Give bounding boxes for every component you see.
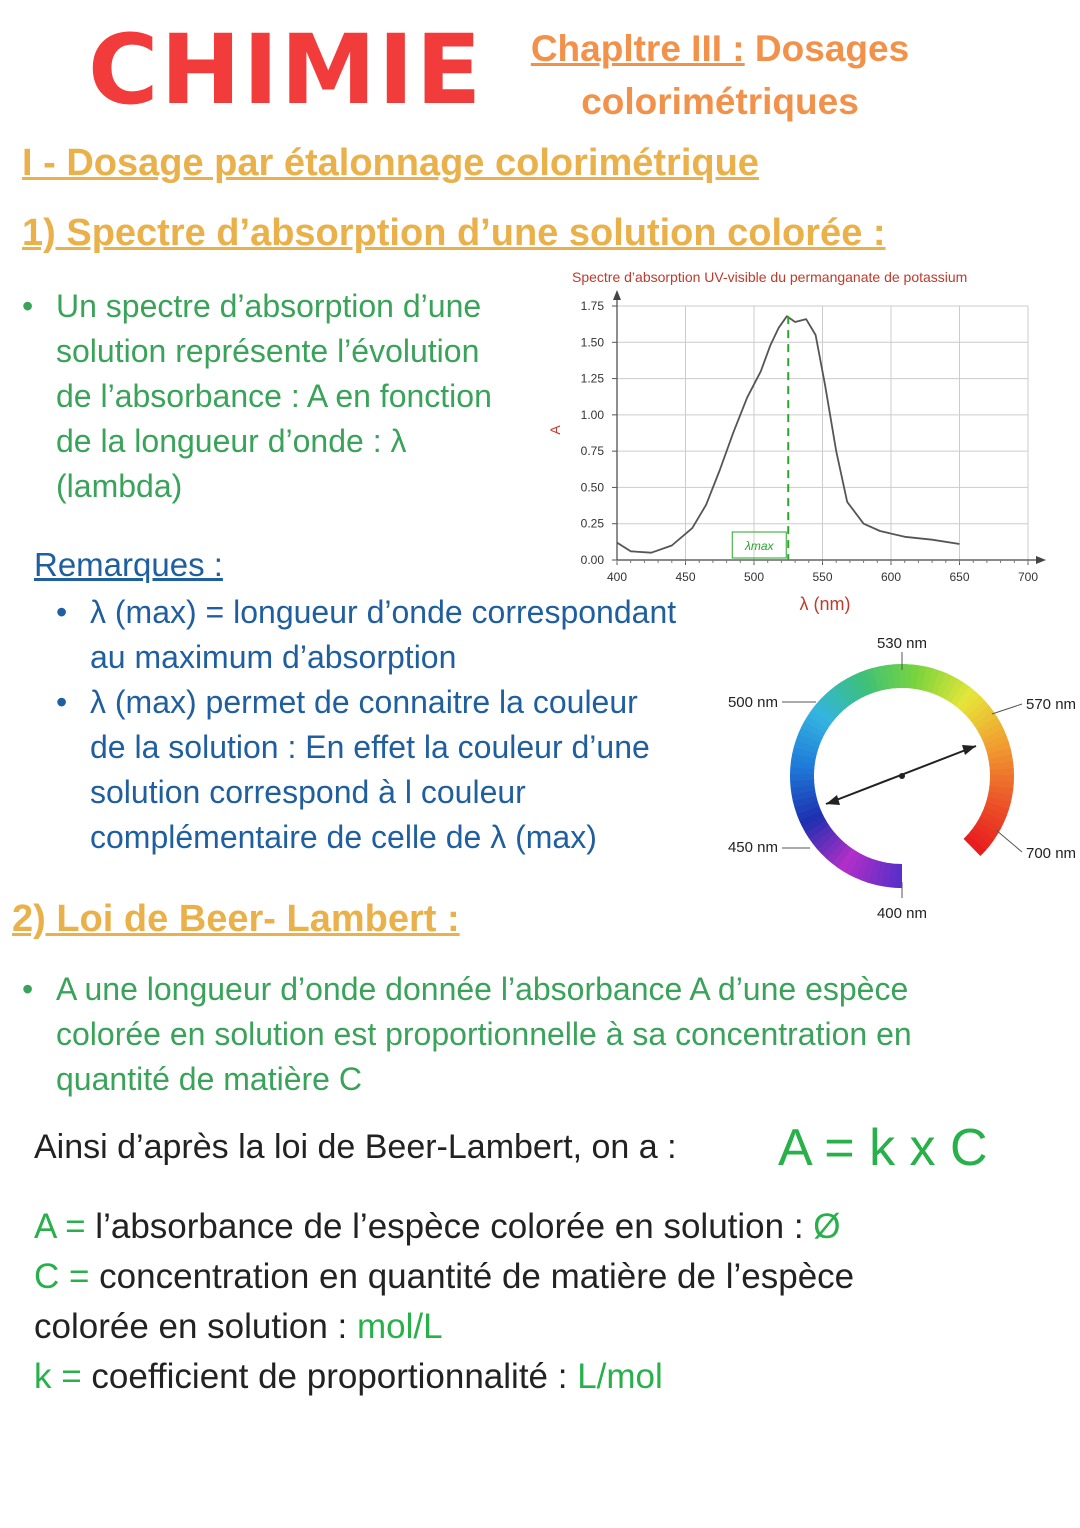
y-tick-label: 1.75 <box>580 299 604 313</box>
chart-title: Spectre d’absorption UV-visible du permanganate de potassium <box>572 269 968 285</box>
x-tick-label: 550 <box>812 570 833 584</box>
y-tick-label: 0.25 <box>580 516 604 531</box>
remark-line: de la solution : En effet la couleur d’une <box>90 729 650 765</box>
chapter-prefix: Chapltre III : <box>530 28 745 69</box>
remark-line: λ (max) permet de connaitre la couleur <box>90 684 638 720</box>
y-axis-arrow-icon <box>613 290 621 300</box>
x-tick-label: 500 <box>743 570 765 584</box>
y-tick-label: 0.50 <box>580 480 604 495</box>
arrow-head-icon <box>826 795 840 805</box>
wavelength-label: 700 nm <box>1026 845 1077 862</box>
wavelength-label: 530 nm <box>876 635 928 652</box>
y-tick-label: 1.50 <box>580 335 604 350</box>
definition-text: colorée en solution : <box>34 1307 357 1346</box>
bullet-icon: • <box>56 684 68 720</box>
remark-line: au maximum d’absorption <box>90 639 457 675</box>
chart-xlabel: λ (nm) <box>799 594 851 614</box>
definition-text: concentration en quantité de matière de l’espèce <box>89 1257 855 1296</box>
y-tick-label: 0.00 <box>580 553 604 567</box>
beer-lambert-formula: A = k x C <box>778 1119 988 1177</box>
remark-item <box>56 590 730 680</box>
beer-line: quantité de matière C <box>56 1061 362 1097</box>
beer-lambert-statement <box>22 967 1036 1102</box>
y-tick-label: 0.75 <box>580 444 604 459</box>
definition-text: l’absorbance de l’espèce colorée en solution : <box>85 1207 814 1246</box>
beer-line: colorée en solution est proportionnelle à sa concentration en <box>56 1016 912 1052</box>
remarks-list <box>56 590 730 860</box>
sub1-title: 1) Spectre d’absorption d’une solution colorée : <box>22 212 886 254</box>
definition-row <box>34 1302 1054 1352</box>
wavelength-label: 570 nm <box>1026 696 1077 713</box>
spectrum-line: Un spectre d’absorption d’une <box>56 288 482 324</box>
definition-row <box>34 1352 1054 1402</box>
wavelength-label: 450 nm <box>727 839 778 856</box>
spectrum-line: (lambda) <box>56 468 183 504</box>
color-wheel-diagram <box>716 630 1080 930</box>
chart-grid <box>617 306 1028 560</box>
x-tick-label: 400 <box>606 570 628 584</box>
remark-item <box>56 680 730 860</box>
chart-ylabel: A <box>547 425 563 435</box>
chart-ticks <box>581 299 1039 584</box>
bullet-icon: • <box>22 971 34 1007</box>
part1-title: I - Dosage par étalonnage colorimétrique <box>22 142 759 184</box>
sub2-title: 2) Loi de Beer- Lambert : <box>12 898 460 940</box>
chapter-line2: colorimétriques <box>581 81 859 122</box>
spectrum-line: de la longueur d’onde : λ <box>56 423 407 459</box>
definition-unit: L/mol <box>577 1357 663 1396</box>
bullet-icon: • <box>22 288 34 324</box>
wavelength-label: 400 nm <box>876 905 928 922</box>
x-tick-label: 650 <box>949 570 970 584</box>
center-dot <box>899 773 905 779</box>
chapter-line1-rest: Dosages <box>744 28 910 69</box>
absorption-spectrum-chart <box>540 262 1060 622</box>
remark-line: λ (max) = longueur d’onde correspondant <box>90 594 677 630</box>
spectrum-line: solution représente l’évolution <box>56 333 480 369</box>
remark-line: complémentaire de celle de λ (max) <box>90 819 597 855</box>
spectrum-line: de l’absorbance : A en fonction <box>56 378 492 414</box>
leader-line <box>992 704 1022 714</box>
definition-symbol: C = <box>34 1257 90 1296</box>
wavelength-label: 500 nm <box>727 694 778 711</box>
x-tick-label: 600 <box>880 570 902 584</box>
chapter-title <box>480 22 960 128</box>
y-tick-label: 1.00 <box>580 407 604 422</box>
beer-line: A une longueur d’onde donnée l’absorbance A d’une espèce <box>56 971 909 1007</box>
bullet-icon: • <box>56 594 68 630</box>
subject-title: CHIMIE <box>88 14 484 126</box>
arrow-head-icon <box>962 745 976 755</box>
chart-axes <box>613 290 1046 564</box>
x-tick-label: 700 <box>1017 570 1039 584</box>
definitions <box>34 1202 1054 1402</box>
definition-unit: Ø <box>813 1207 841 1246</box>
ainsi-text: Ainsi d’après la loi de Beer-Lambert, on a : <box>34 1128 677 1166</box>
definition-symbol: A = <box>34 1207 86 1246</box>
leader-line <box>996 830 1022 852</box>
remarks-title: Remarques : <box>34 546 223 583</box>
definition-symbol: k = <box>34 1357 82 1396</box>
definition-unit: mol/L <box>356 1307 443 1346</box>
spectrum-description <box>22 284 536 509</box>
definition-row <box>34 1202 1054 1252</box>
x-tick-label: 450 <box>675 570 696 584</box>
y-tick-label: 1.25 <box>580 371 604 386</box>
x-axis-arrow-icon <box>1036 556 1046 564</box>
lambda-max-label: λmax <box>744 539 774 553</box>
definition-text: coefficient de proportionnalité : <box>81 1357 578 1396</box>
definition-row <box>34 1252 1054 1302</box>
remark-line: solution correspond à l couleur <box>90 774 526 810</box>
